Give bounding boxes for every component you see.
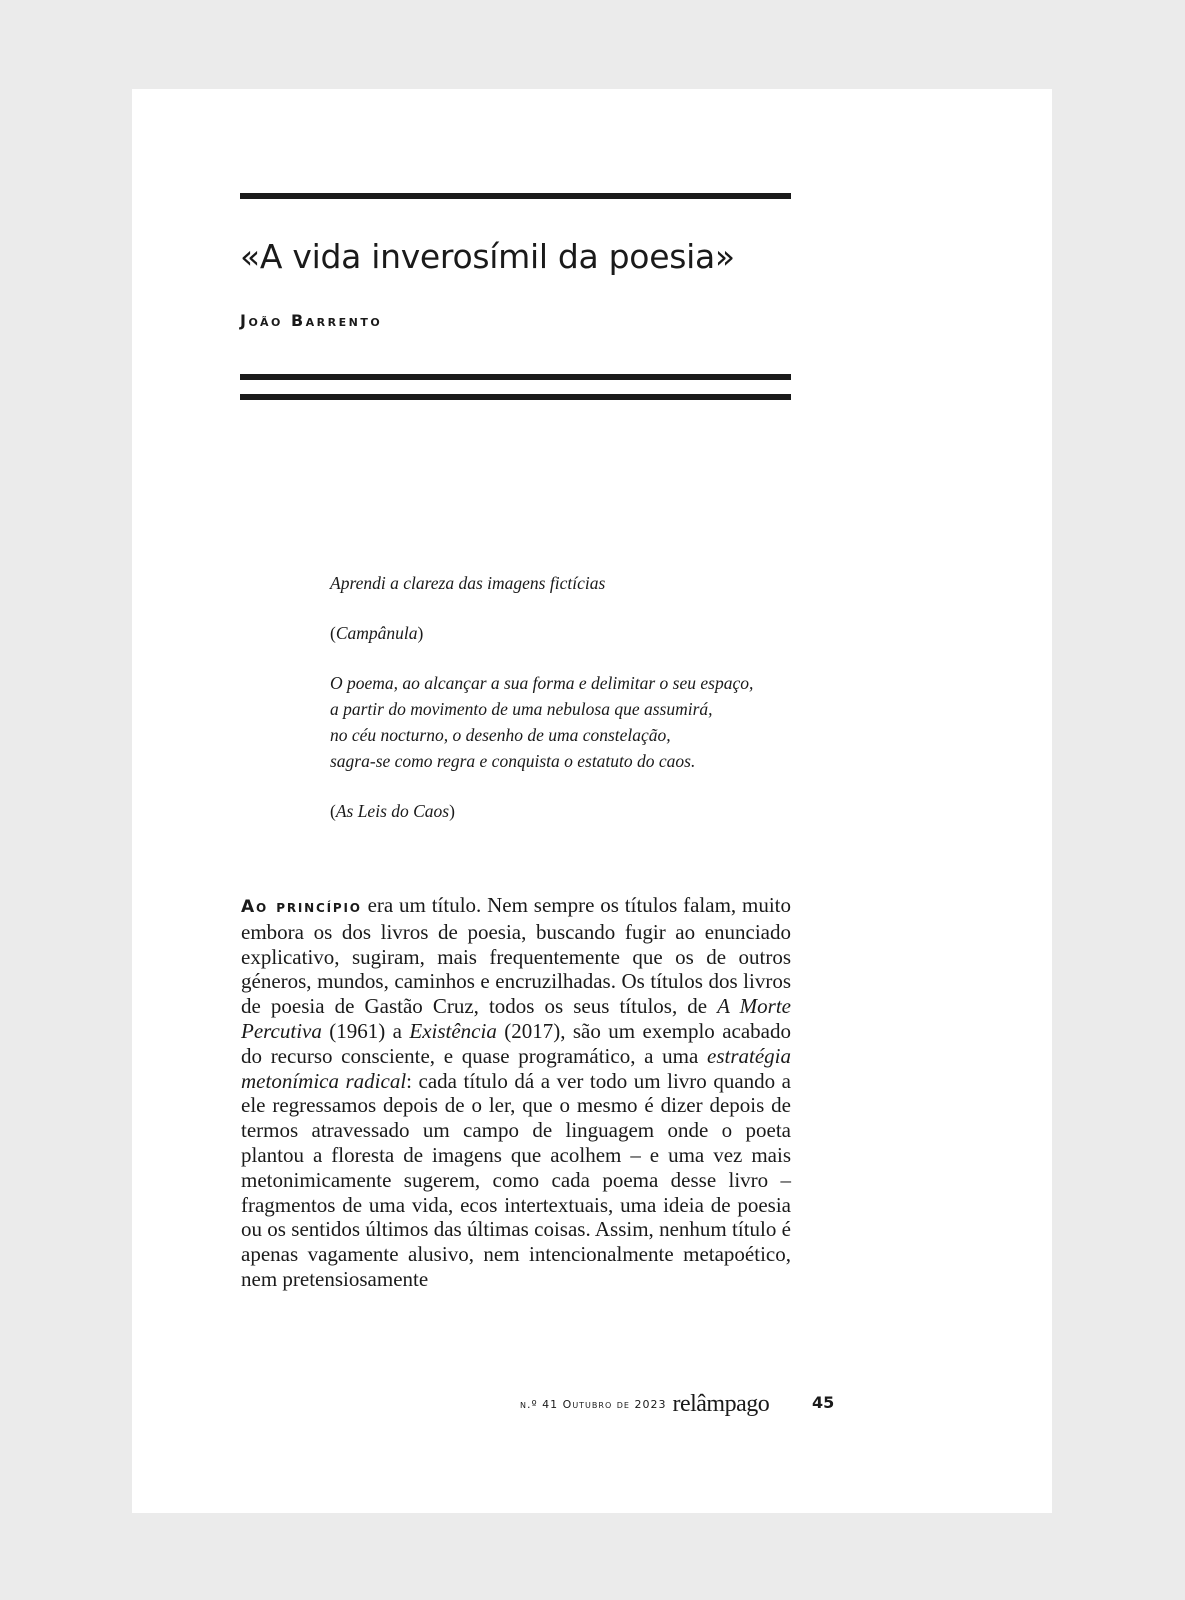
issue-info: n.º 41 Outubro de 2023 (520, 1398, 667, 1411)
book-title: Existência (409, 1018, 497, 1043)
poem-line: O poema, ao alcançar a sua forma e delimitar o seu espaço, (330, 673, 754, 693)
epigraph-source: (As Leis do Caos) (330, 801, 455, 821)
epigraph-line: Aprendi a clareza das imagens fictícias (330, 573, 606, 593)
magazine-logo: relâmpago (672, 1391, 770, 1417)
body-text: (1961) a (321, 1018, 410, 1043)
epigraph-source-title: Campânula (335, 623, 418, 643)
epigraph-source: (Campânula) (330, 623, 424, 643)
poem-line: sagra-se como regra e conquista o estatuto do caos. (330, 751, 696, 771)
double-rule-lower (240, 394, 791, 400)
body-text: era um título. Nem sempre os títulos falam, muito embora os dos livros de poesia, buscando fugir ao enunciado explicativo, sugiram, mais frequentemente que os de outros géneros, mundos, caminhos e encruzilhadas. Os títulos dos livros de poesia de Gastão Cruz, todos os seus títulos, de (241, 893, 792, 1019)
body-paragraph (241, 893, 791, 1292)
epigraph-source-title: As Leis do Caos (335, 801, 450, 821)
poem-line: no céu nocturno, o desenho de uma constelação, (330, 725, 671, 745)
page-footer (520, 1391, 840, 1418)
body-text: : cada título dá a ver todo um livro quando a ele regressamos depois de o ler, que o mesmo é dizer depois de termos atravessado um campo de linguagem onde o poeta plantou a floresta de imagens que acolhem – e uma vez mais metonimicamente sugerem, como cada poema desse livro – fragmentos de uma vida, ecos intertextuais, uma ideia de poesia ou os sentidos últimos das últimas coisas. Assim, nenhum título é apenas vagamente alusivo, nem intencionalmente metapoético, nem pretensiosamente (241, 1068, 791, 1291)
book-title: A Morte Percutiva (241, 994, 791, 1043)
body-text: (2017), são um exemplo acabado do recurso consciente, e quase programático, a uma (241, 1018, 791, 1068)
document-page (132, 89, 1052, 1513)
top-rule (240, 193, 791, 199)
article-title: «A vida inverosímil da poesia» (240, 237, 735, 276)
article-author: João Barrento (240, 311, 383, 330)
body-lead: Ao princípio (241, 897, 362, 917)
emphasis: estratégia metonímica radical (241, 1043, 791, 1093)
page-number: 45 (812, 1393, 835, 1412)
epigraph (330, 570, 800, 824)
double-rule-upper (240, 374, 791, 380)
poem-line: a partir do movimento de uma nebulosa que assumirá, (330, 699, 713, 719)
